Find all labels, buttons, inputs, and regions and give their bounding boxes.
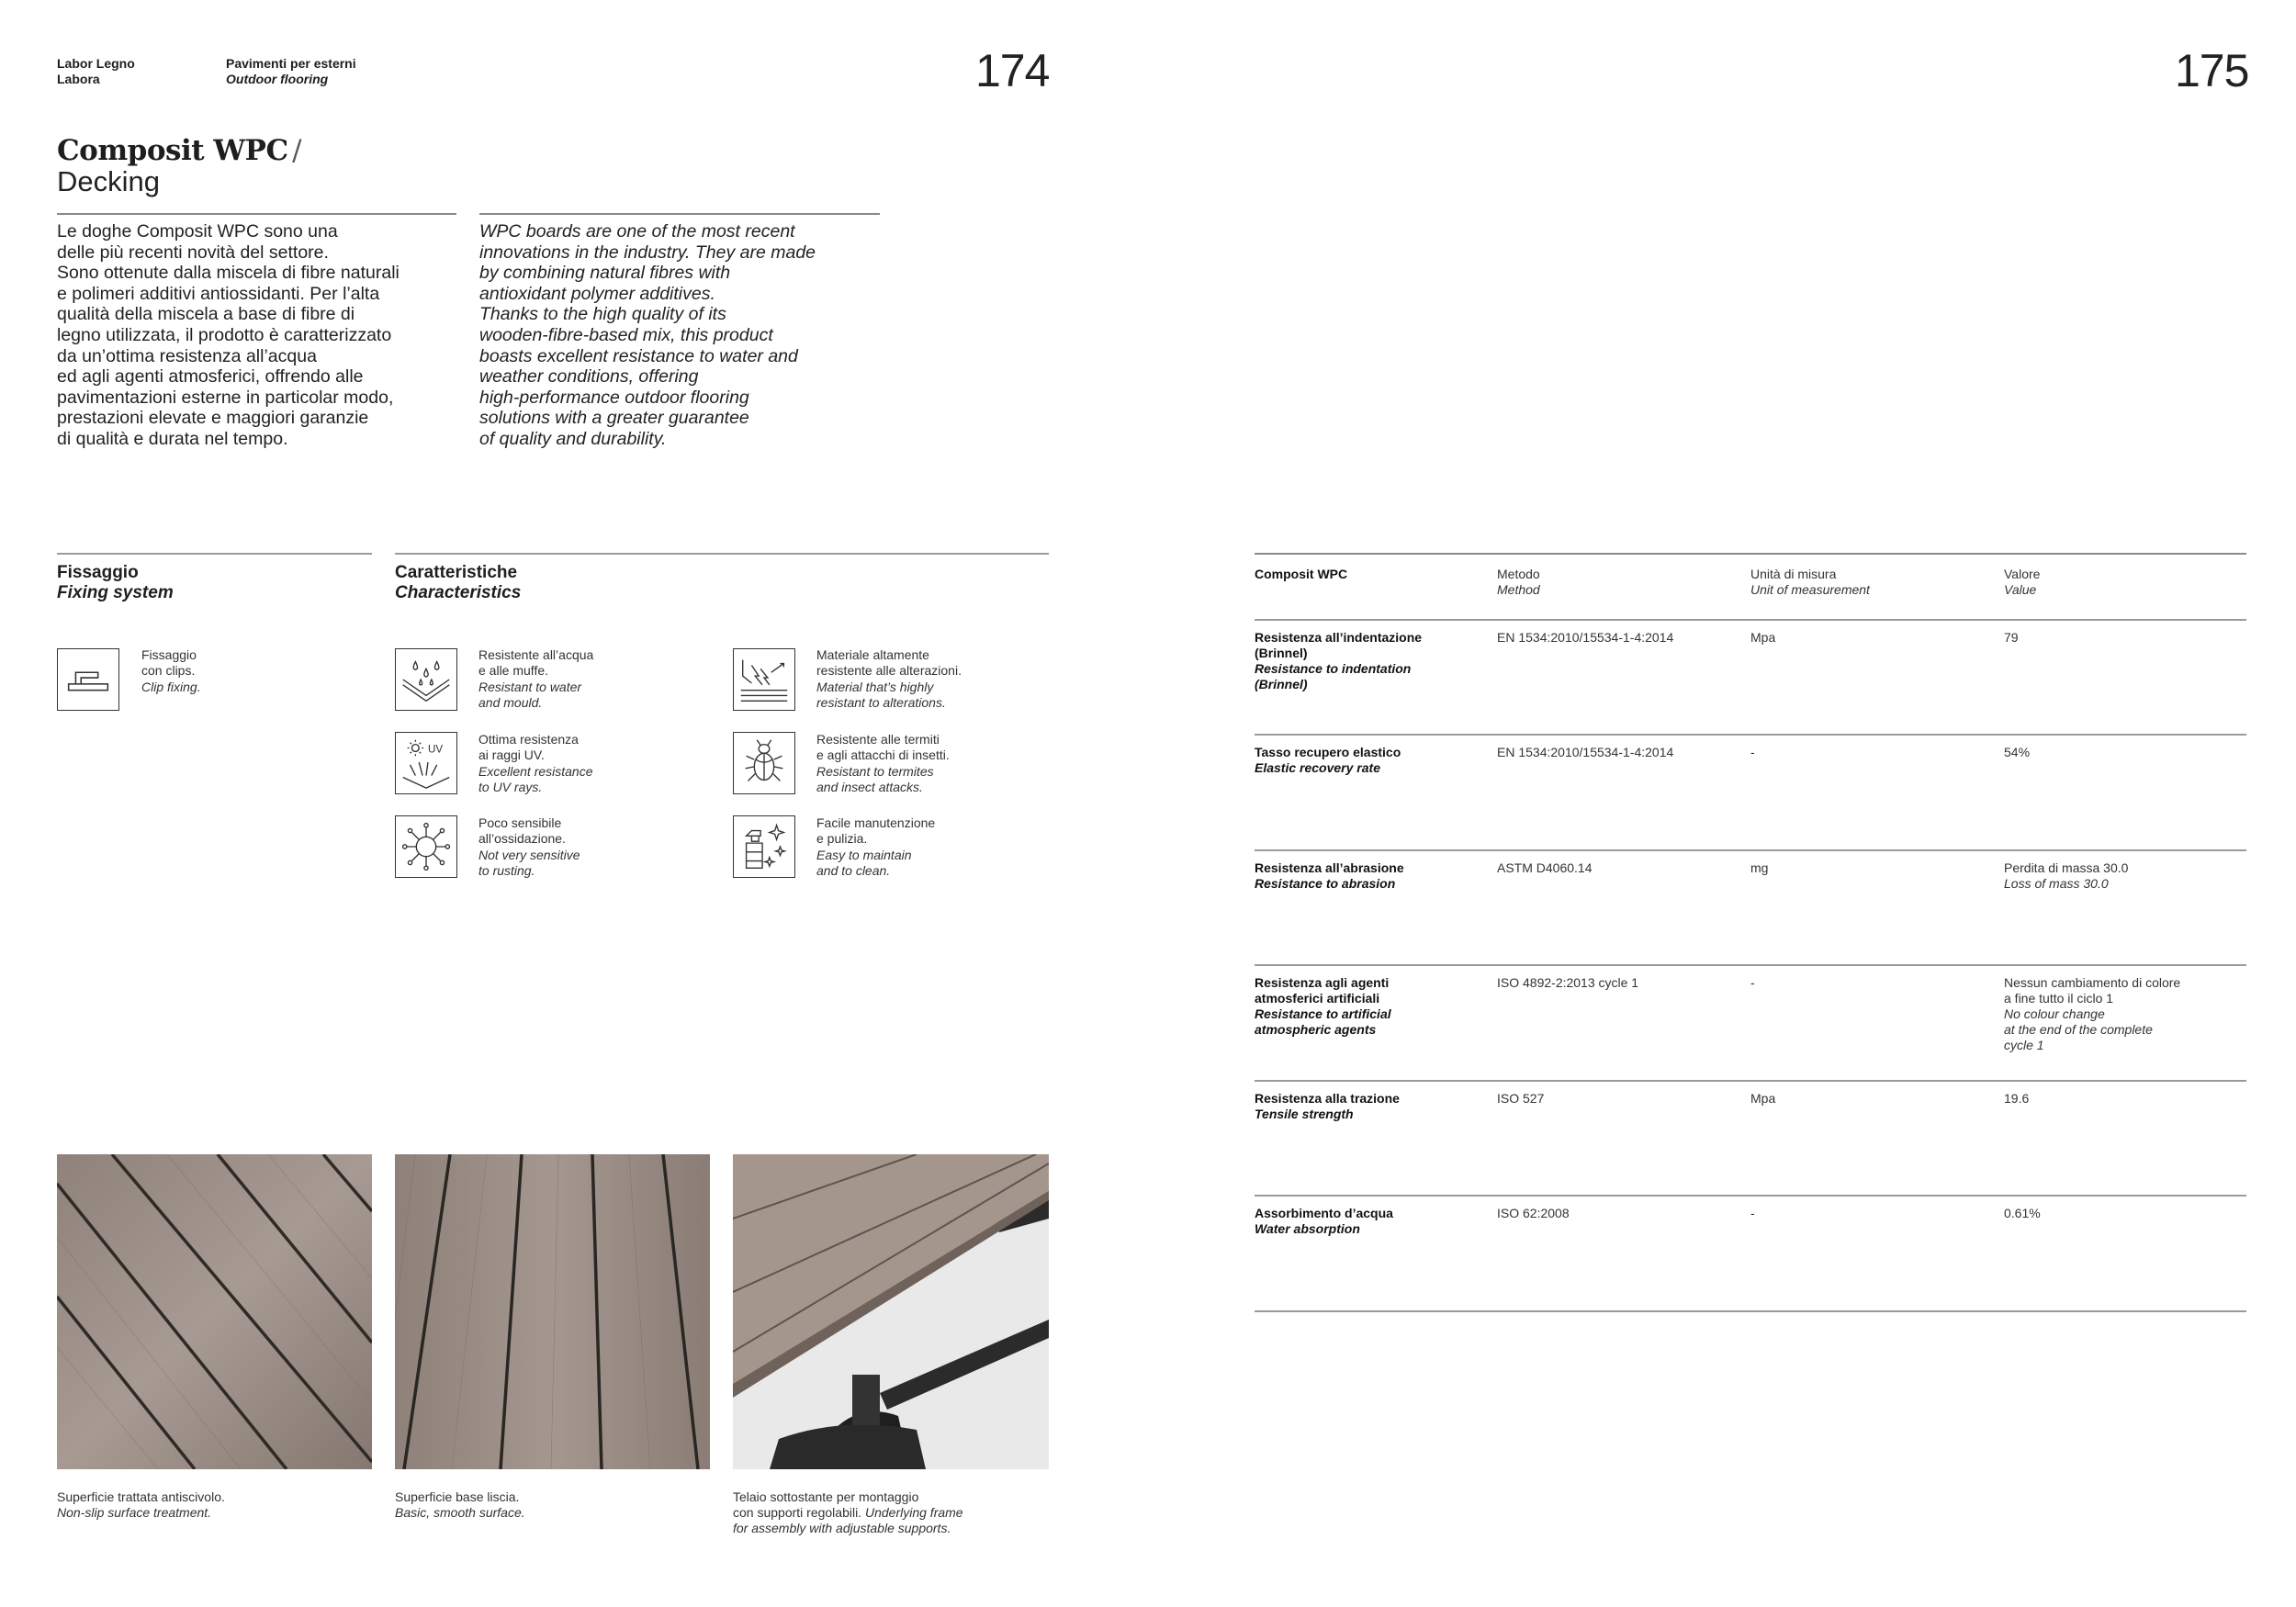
title-slash: / [292, 134, 302, 167]
table-row-indentation-name [1255, 630, 1457, 692]
feature-uv-it2: ai raggi UV. [478, 747, 545, 763]
page-number-right: 175 [2175, 45, 2249, 96]
row-value: 54% [2004, 745, 2031, 759]
feature-cleaning-en1: Easy to maintain [816, 847, 912, 862]
table-header-method [1497, 567, 1540, 598]
feature-alteration-it2: resistente alle alterazioni. [816, 663, 962, 679]
feature-oxidation-text [478, 815, 580, 879]
row-name-it: atmosferici artificiali [1255, 991, 1380, 1006]
table-row-rule [1255, 1080, 2246, 1082]
characteristics-title-it: Caratteristiche [395, 563, 518, 582]
fixing-item-text [141, 647, 201, 695]
row-value: 79 [2004, 630, 2019, 645]
caption-smooth-en: Basic, smooth surface. [395, 1505, 525, 1520]
table-row-rule [1255, 734, 2246, 736]
row-name-it: Tasso recupero elastico [1255, 745, 1401, 759]
feature-oxidation-en2: to rusting. [478, 862, 535, 878]
intro-text-it: Le doghe Composit WPC sono una delle più recenti novità del settore. Sono ottenute dalla miscela di fibre naturali e polimeri additivi antiossidanti. Per l’alta qualità della miscela a base di fibre di legno utilizzata, il prodotto è caratterizzato da un’ottima resistenza all’acqua ed agli agenti atmosferici, offrendo alle pavimentazioni esterne in particolar modo, prestazioni elevate e maggiori garanzie di qualità e durata nel tempo. [57, 221, 400, 449]
table-header-method-en: Method [1497, 582, 1540, 597]
photo-non-slip-decking [57, 1154, 372, 1469]
row-name-it: Resistenza agli agenti [1255, 975, 1390, 990]
feature-oxidation-it2: all’ossidazione. [478, 831, 566, 847]
clip-fixing-icon [57, 648, 119, 711]
intro-rule-left [57, 213, 456, 215]
brand-block [57, 56, 135, 87]
row-value-en: cycle 1 [2004, 1038, 2044, 1052]
water-mould-icon [395, 648, 457, 711]
alteration-resistant-icon [733, 648, 795, 711]
feature-oxidation-it1: Poco sensibile [478, 815, 562, 830]
table-row-elastic-name [1255, 745, 1457, 776]
row-value-en: No colour change [2004, 1006, 2105, 1021]
feature-alteration-it1: Materiale altamente [816, 647, 929, 662]
photo-caption-non-slip [57, 1489, 225, 1521]
feature-cleaning-it2: e pulizia. [816, 831, 868, 847]
fixing-item-line2: con clips. [141, 663, 196, 679]
row-name-en: Resistance to indentation [1255, 661, 1412, 676]
row-method: EN 1534:2010/15534-1-4:2014 [1497, 745, 1674, 759]
table-header-method-it: Metodo [1497, 567, 1540, 581]
table-bottom-rule [1255, 1310, 2246, 1312]
feature-water-text [478, 647, 593, 711]
table-row-rule [1255, 964, 2246, 966]
row-name-en: Elastic recovery rate [1255, 760, 1380, 775]
table-row-water-absorption-name [1255, 1206, 1457, 1237]
table-header-unit-en: Unit of measurement [1750, 582, 1870, 597]
row-unit: - [1750, 745, 1755, 759]
table-row-rule [1255, 619, 2246, 621]
feature-uv-en1: Excellent resistance [478, 763, 593, 779]
caption-supports-it1: Telaio sottostante per montaggio [733, 1489, 919, 1504]
photo-caption-smooth [395, 1489, 525, 1521]
fixing-item-line1: Fissaggio [141, 647, 197, 662]
row-unit: Mpa [1750, 1091, 1776, 1106]
fixing-title-en: Fixing system [57, 583, 174, 602]
feature-uv-text [478, 732, 593, 795]
row-name-en: Tensile strength [1255, 1107, 1354, 1121]
category-it: Pavimenti per esterni [226, 56, 356, 71]
feature-cleaning-it1: Facile manutenzione [816, 815, 936, 830]
feature-cleaning-text [816, 815, 935, 879]
feature-water-it1: Resistente all’acqua [478, 647, 594, 662]
table-row-atmospheric-name [1255, 975, 1457, 1038]
row-value-en: Loss of mass 30.0 [2004, 876, 2109, 891]
row-method: ISO 62:2008 [1497, 1206, 1570, 1220]
feature-water-en2: and mould. [478, 694, 543, 710]
row-unit: - [1750, 975, 1755, 990]
uv-rays-icon [395, 732, 457, 794]
fixing-title [57, 563, 174, 603]
row-name-it: Resistenza all’abrasione [1255, 860, 1404, 875]
termite-insect-icon [733, 732, 795, 794]
row-value-it: a fine tutto il ciclo 1 [2004, 991, 2114, 1006]
brand-name: Labor Legno [57, 56, 135, 71]
easy-cleaning-icon [733, 815, 795, 878]
caption-smooth-it: Superficie base liscia. [395, 1489, 520, 1504]
caption-supports-en2: for assembly with adjustable supports. [733, 1521, 951, 1535]
characteristics-rule [395, 553, 1049, 555]
feature-alteration-en2: resistant to alterations. [816, 694, 946, 710]
row-value: 19.6 [2004, 1091, 2030, 1106]
feature-uv-en2: to UV rays. [478, 779, 543, 794]
row-name-it: Resistenza alla trazione [1255, 1091, 1400, 1106]
fixing-rule [57, 553, 372, 555]
row-method: ISO 4892-2:2013 cycle 1 [1497, 975, 1639, 990]
row-value: 0.61% [2004, 1206, 2041, 1220]
row-unit: - [1750, 1206, 1755, 1220]
feature-termite-en1: Resistant to termites [816, 763, 934, 779]
feature-termite-text [816, 732, 950, 795]
row-value [2004, 860, 2128, 892]
table-row-rule [1255, 1195, 2246, 1197]
row-name-en: Resistance to artificial [1255, 1006, 1391, 1021]
feature-termite-en2: and insect attacks. [816, 779, 923, 794]
row-unit: mg [1750, 860, 1769, 875]
caption-non-slip-en: Non-slip surface treatment. [57, 1505, 212, 1520]
table-header-value-en: Value [2004, 582, 2037, 597]
photo-caption-supports [733, 1489, 963, 1536]
feature-oxidation-en1: Not very sensitive [478, 847, 580, 862]
caption-supports-it2: con supporti regolabili. [733, 1505, 862, 1520]
title-sub: Decking [57, 165, 160, 197]
intro-rule-right [479, 213, 880, 215]
row-value-it: Perdita di massa 30.0 [2004, 860, 2129, 875]
brand-subname: Labora [57, 72, 100, 86]
table-top-rule [1255, 553, 2246, 555]
table-header-unit-it: Unità di misura [1750, 567, 1837, 581]
row-name-it: (Brinnel) [1255, 646, 1308, 660]
feature-cleaning-en2: and to clean. [816, 862, 891, 878]
row-name-it: Resistenza all’indentazione [1255, 630, 1423, 645]
table-row-tensile-name [1255, 1091, 1457, 1122]
intro-text-en: WPC boards are one of the most recent innovations in the industry. They are made by combining natural fibres with antioxidant polymer additives. Thanks to the high quality of its wooden-fibre-based mix, this product boasts excellent resistance to water and weather conditions, offering high-performance outdoor flooring solutions with a greater guarantee of quality and durability. [479, 221, 816, 449]
row-method: ISO 527 [1497, 1091, 1545, 1106]
row-name-en: Water absorption [1255, 1221, 1360, 1236]
feature-termite-it1: Resistente alle termiti [816, 732, 940, 747]
caption-supports-en1: Underlying frame [864, 1505, 963, 1520]
table-row-rule [1255, 849, 2246, 851]
photo-smooth-decking [395, 1154, 710, 1469]
table-row-abrasion-name [1255, 860, 1457, 892]
row-unit: Mpa [1750, 630, 1776, 645]
characteristics-title-en: Characteristics [395, 583, 522, 602]
feature-alteration-en1: Material that’s highly [816, 679, 934, 694]
photo-adjustable-supports [733, 1154, 1049, 1469]
oxidation-icon [395, 815, 457, 878]
row-name-it: Assorbimento d’acqua [1255, 1206, 1393, 1220]
row-value-en: at the end of the complete [2004, 1022, 2153, 1037]
row-method: ASTM D4060.14 [1497, 860, 1593, 875]
characteristics-title [395, 563, 521, 603]
table-header-product: Composit WPC [1255, 567, 1348, 581]
table-header-value [2004, 567, 2040, 598]
uv-label: UV [427, 743, 444, 756]
row-name-en: atmospheric agents [1255, 1022, 1377, 1037]
feature-uv-it1: Ottima resistenza [478, 732, 579, 747]
feature-water-it2: e alle muffe. [478, 663, 549, 679]
caption-non-slip-it: Superficie trattata antiscivolo. [57, 1489, 225, 1504]
fixing-item-en: Clip fixing. [141, 679, 201, 694]
table-header-value-it: Valore [2004, 567, 2041, 581]
row-value-it: Nessun cambiamento di colore [2004, 975, 2181, 990]
title-main: Composit WPC [57, 134, 288, 167]
page-number-left: 174 [975, 45, 1050, 96]
category-en: Outdoor flooring [226, 72, 329, 86]
feature-alteration-text [816, 647, 962, 711]
row-value [2004, 975, 2180, 1053]
feature-water-en1: Resistant to water [478, 679, 582, 694]
category-block [226, 56, 356, 87]
row-name-en: (Brinnel) [1255, 677, 1308, 691]
fixing-title-it: Fissaggio [57, 563, 139, 582]
row-name-en: Resistance to abrasion [1255, 876, 1396, 891]
table-header-unit [1750, 567, 1870, 598]
page-title [57, 134, 302, 167]
feature-termite-it2: e agli attacchi di insetti. [816, 747, 950, 763]
row-method: EN 1534:2010/15534-1-4:2014 [1497, 630, 1674, 645]
